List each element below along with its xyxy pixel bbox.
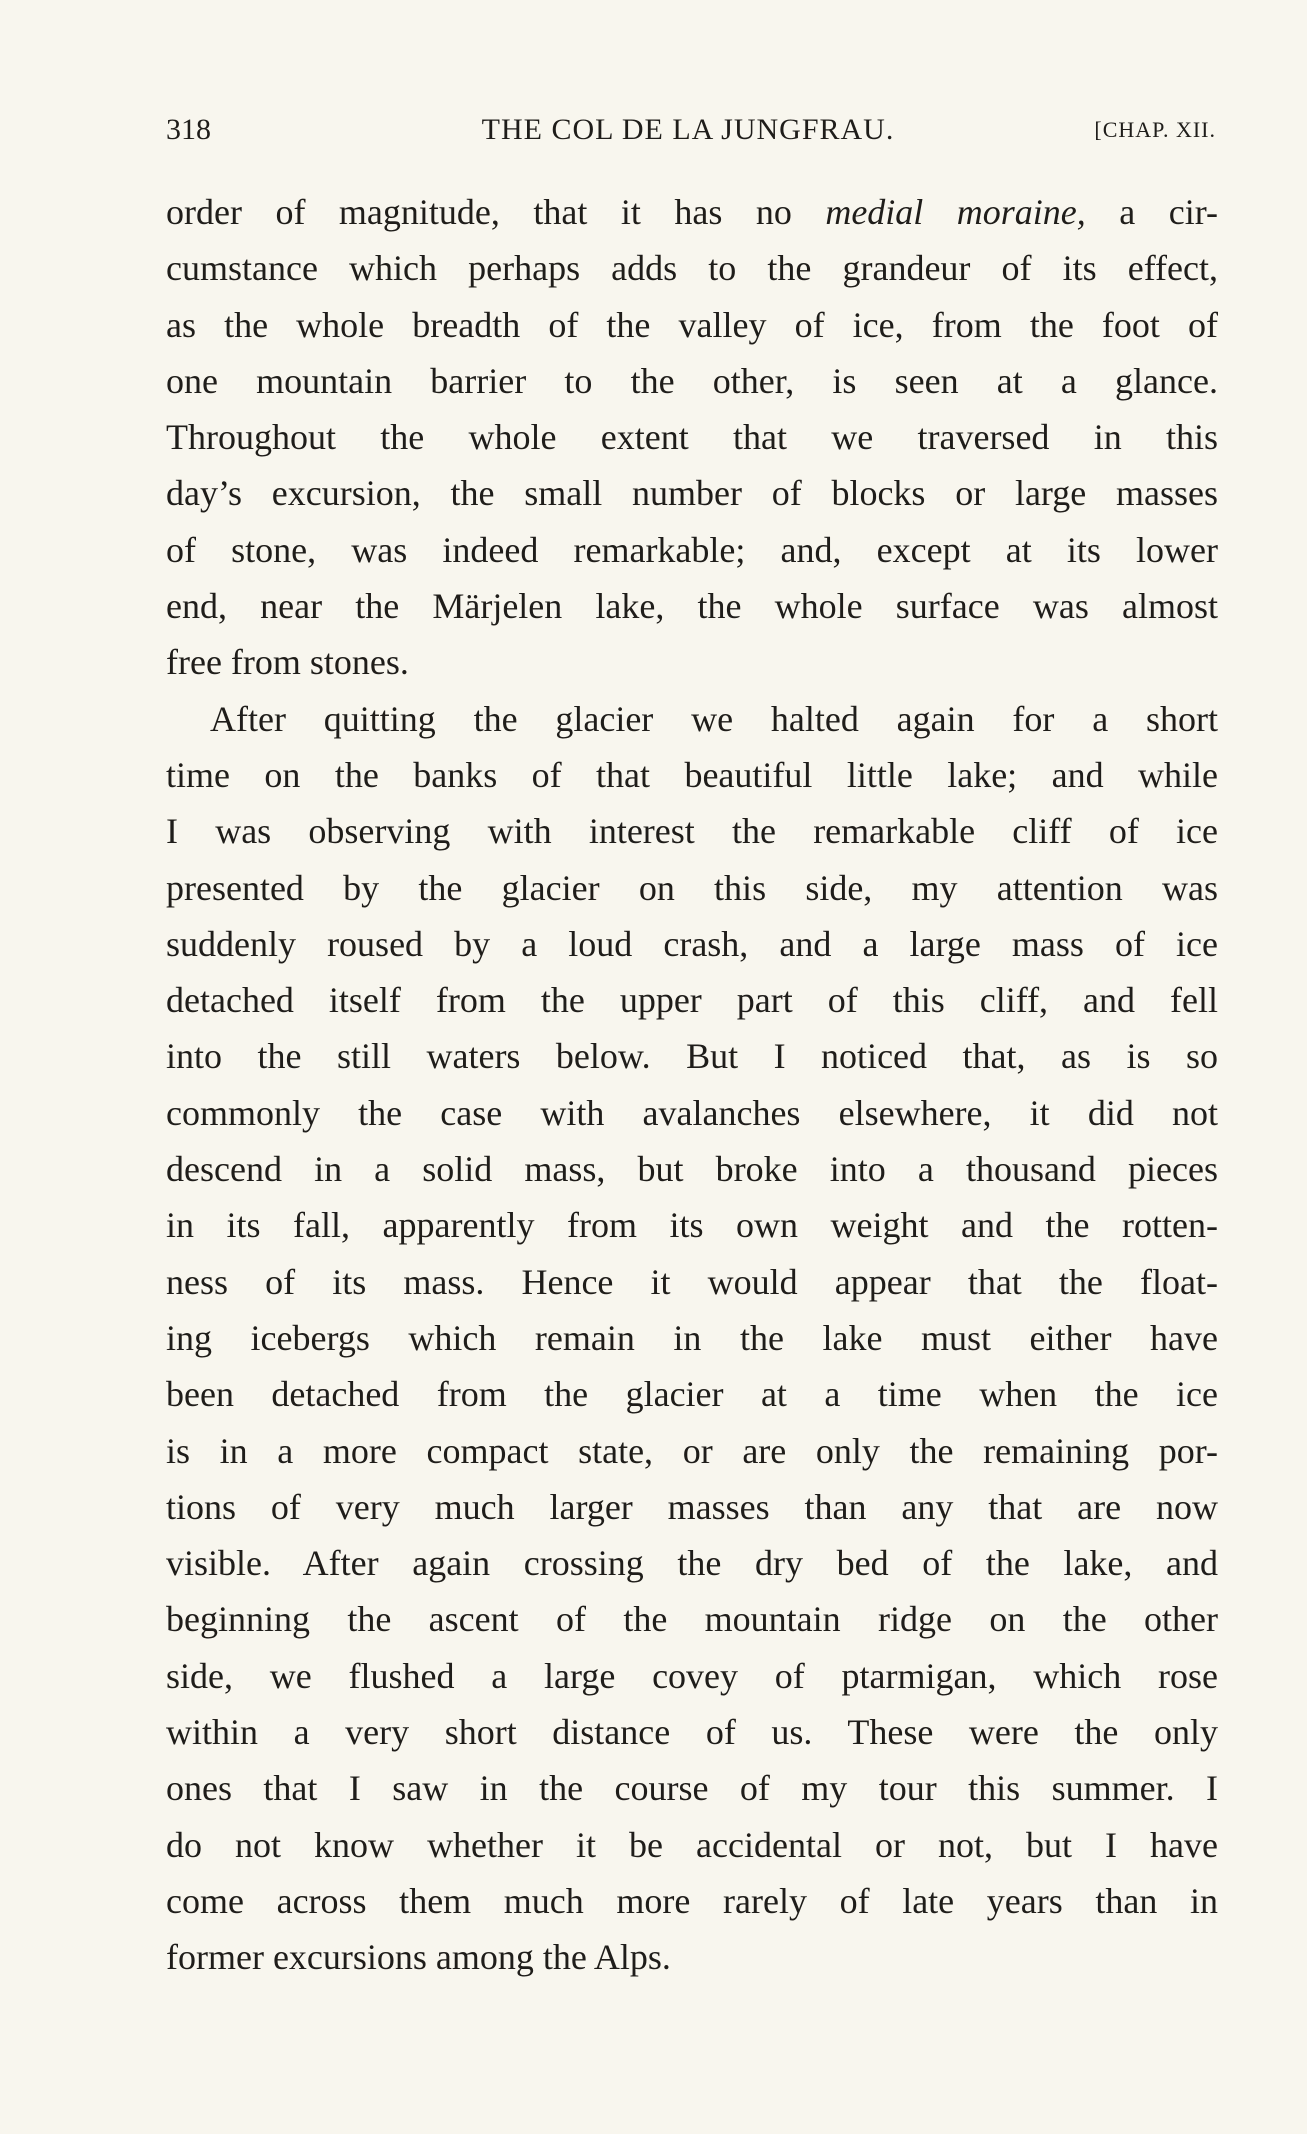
chapter-reference: [CHAP. XII. xyxy=(1094,117,1216,142)
body-text xyxy=(166,184,1218,1986)
text-segment: a cir- xyxy=(1085,192,1218,232)
text-line: one mountain barrier to the other, is seen at a glance. xyxy=(166,360,1218,401)
text-line: visible. After again crossing the dry bed of the lake, and xyxy=(166,1543,1218,1584)
page-number: 318 xyxy=(166,113,211,146)
text-line: day’s excursion, the small number of blocks or large masses xyxy=(166,473,1218,514)
text-line: been detached from the glacier at a time when the ice xyxy=(166,1374,1218,1415)
italic-term: medial moraine, xyxy=(825,192,1086,232)
running-head xyxy=(166,108,1216,152)
text-line: commonly the case with avalanches elsewhere, it did not xyxy=(166,1092,1218,1133)
text-line: time on the banks of that beautiful little lake; and while xyxy=(166,754,1218,795)
text-line: side, we flushed a large covey of ptarmigan, which rose xyxy=(166,1655,1218,1696)
text-line: come across them much more rarely of late years than in xyxy=(166,1880,1218,1921)
text-line: detached itself from the upper part of this cliff, and fell xyxy=(166,980,1218,1021)
text-line: in its fall, apparently from its own weight and the rotten- xyxy=(166,1205,1218,1246)
text-line: cumstance which perhaps adds to the grandeur of its effect, xyxy=(166,248,1218,289)
text-line: ones that I saw in the course of my tour this summer. I xyxy=(166,1768,1218,1809)
text-line: suddenly roused by a loud crash, and a large mass of ice xyxy=(166,923,1218,964)
text-line: within a very short distance of us. These were the only xyxy=(166,1712,1218,1753)
text-line: ing icebergs which remain in the lake must either have xyxy=(166,1317,1218,1358)
text-line: end, near the Märjelen lake, the whole surface was almost xyxy=(166,586,1218,627)
text-line: Throughout the whole extent that we traversed in this xyxy=(166,417,1218,458)
text-line: former excursions among the Alps. xyxy=(166,1937,671,1978)
text-line: into the still waters below. But I noticed that, as is so xyxy=(166,1036,1218,1077)
text-line: tions of very much larger masses than any that are now xyxy=(166,1486,1218,1527)
text-line: ness of its mass. Hence it would appear that the float- xyxy=(166,1261,1218,1302)
running-title: THE COL DE LA JUNGFRAU. xyxy=(481,113,895,146)
text-line: I was observing with interest the remarkable cliff of ice xyxy=(166,811,1218,852)
text-line: descend in a solid mass, but broke into a thousand pieces xyxy=(166,1149,1218,1190)
text-line: of stone, was indeed remarkable; and, except at its lower xyxy=(166,529,1218,570)
text-line: is in a more compact state, or are only the remaining por- xyxy=(166,1430,1218,1471)
text-line: do not know whether it be accidental or not, but I have xyxy=(166,1824,1218,1865)
text-segment: order of magnitude, that it has no xyxy=(166,192,826,232)
text-line xyxy=(166,184,1218,240)
text-line: presented by the glacier on this side, my attention was xyxy=(166,867,1218,908)
text-line: free from stones. xyxy=(166,642,409,683)
paragraph-2 xyxy=(166,691,1218,1986)
text-line: as the whole breadth of the valley of ice, from the foot of xyxy=(166,304,1218,345)
paragraph-1 xyxy=(166,184,1218,691)
text-line: After quitting the glacier we halted again for a short xyxy=(210,698,1218,739)
text-line: beginning the ascent of the mountain ridge on the other xyxy=(166,1599,1218,1640)
